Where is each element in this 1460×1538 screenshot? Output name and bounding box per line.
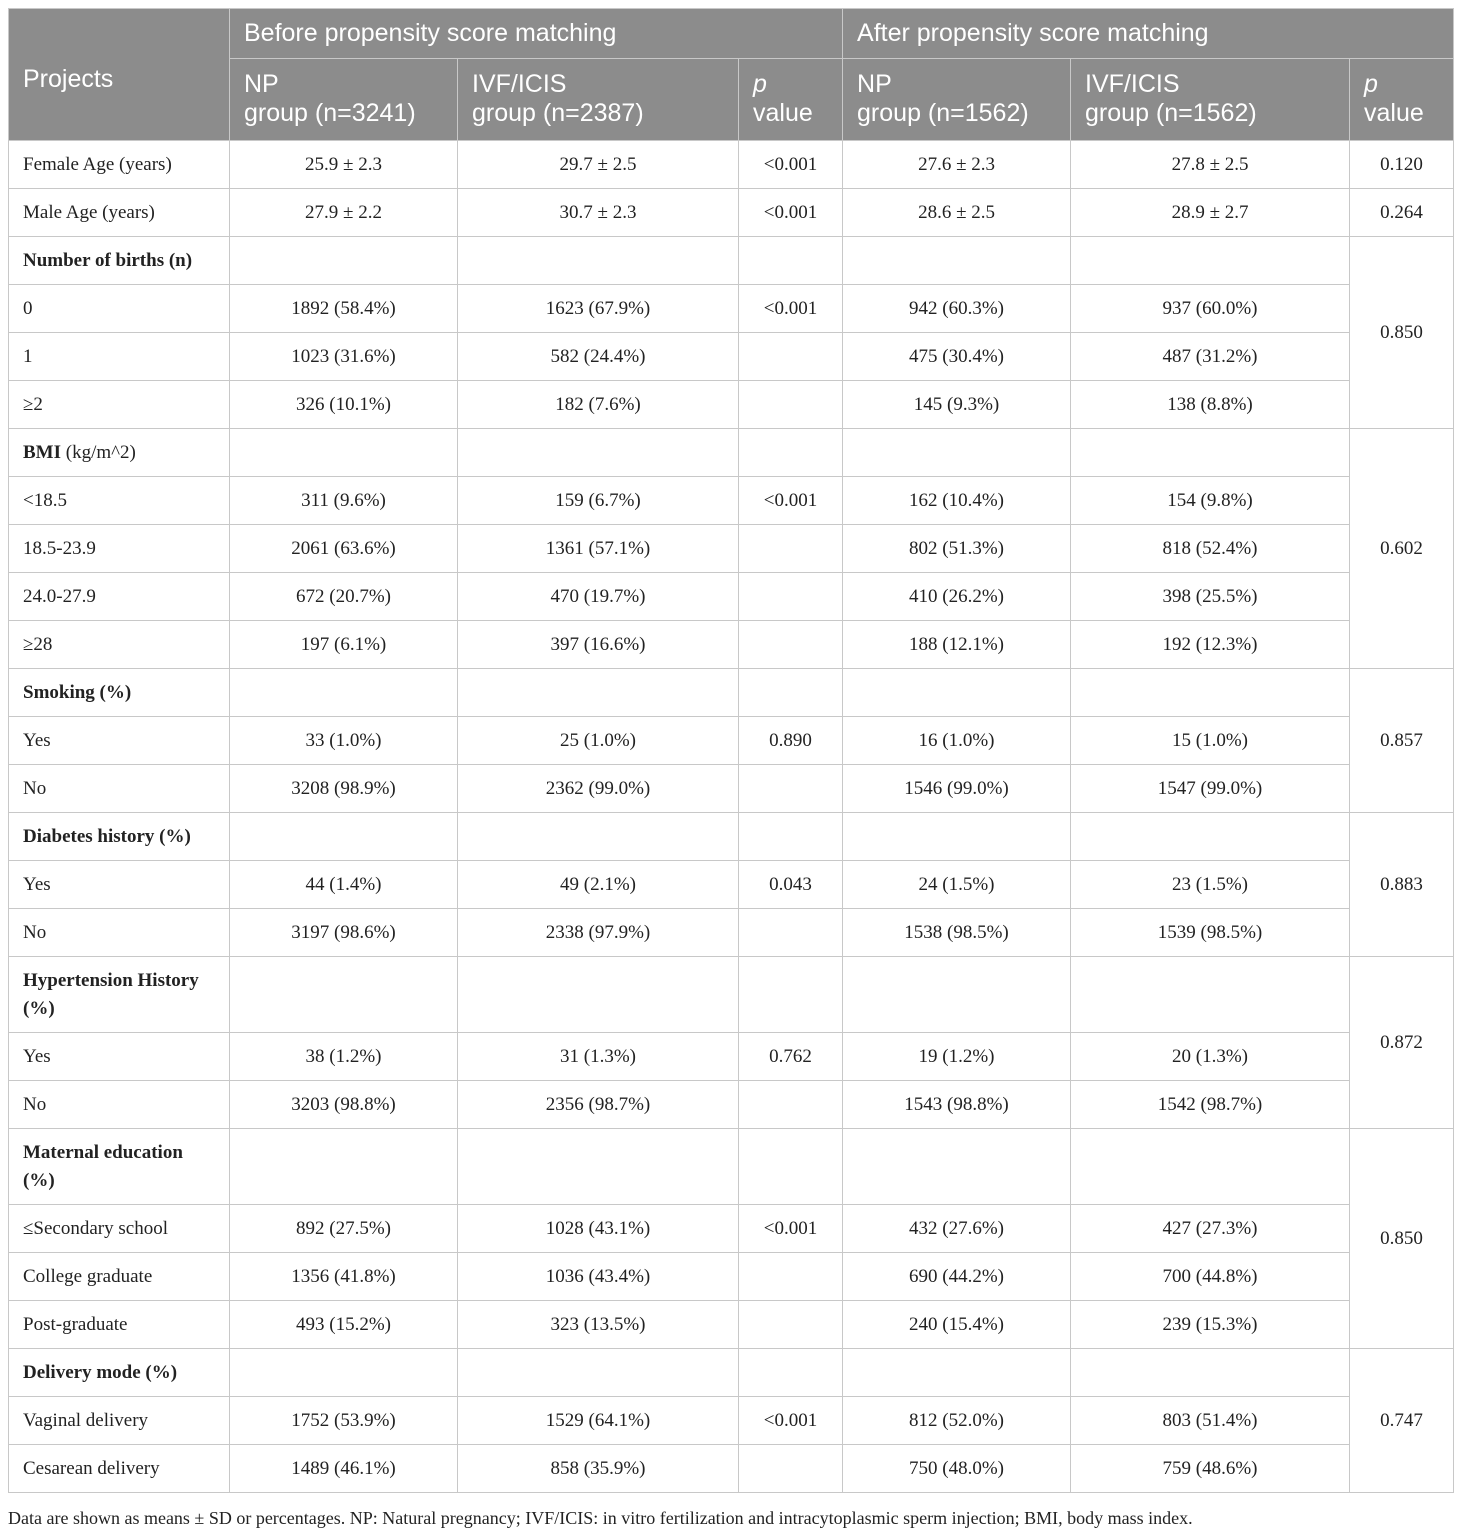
cell-np-after: 802 (51.3%) — [843, 525, 1071, 573]
section-title-text: Number of births (n) — [23, 249, 193, 271]
header-before-matching: Before propensity score matching — [230, 9, 843, 59]
empty-cell — [458, 1129, 739, 1205]
cell-np-after: 942 (60.3%) — [843, 285, 1071, 333]
empty-cell — [458, 237, 739, 285]
cell-ivf-before: 25 (1.0%) — [458, 717, 739, 765]
header-ivf-before-line2: group (n=2387) — [472, 99, 644, 127]
cell-ivf-after: 192 (12.3%) — [1071, 621, 1350, 669]
row-label: 24.0-27.9 — [9, 573, 230, 621]
empty-cell — [1071, 669, 1350, 717]
empty-cell — [458, 957, 739, 1033]
table-row — [9, 765, 1454, 813]
section-row-births — [9, 237, 1454, 285]
cell-ivf-before: 2338 (97.9%) — [458, 909, 739, 957]
header-np-before-line2: group (n=3241) — [244, 99, 416, 127]
cell-ivf-after: 398 (25.5%) — [1071, 573, 1350, 621]
cell-p-before — [739, 1301, 843, 1349]
cell-ivf-before: 858 (35.9%) — [458, 1445, 739, 1493]
row-label: College graduate — [9, 1253, 230, 1301]
header-np-after-line2: group (n=1562) — [857, 99, 1029, 127]
row-label: ≥2 — [9, 381, 230, 429]
empty-cell — [458, 669, 739, 717]
cell-np-before: 1356 (41.8%) — [230, 1253, 458, 1301]
row-label: Yes — [9, 861, 230, 909]
table-row — [9, 333, 1454, 381]
table-row — [9, 525, 1454, 573]
section-title-text: Smoking (%) — [23, 681, 132, 703]
cell-p-after-merged: 0.857 — [1350, 669, 1454, 813]
cell-p-after-merged: 0.883 — [1350, 813, 1454, 957]
empty-cell — [230, 237, 458, 285]
cell-p-before — [739, 525, 843, 573]
section-row-delivery — [9, 1349, 1454, 1397]
header-ivf-after-line1: IVF/ICIS — [1085, 70, 1180, 98]
header-np-before — [230, 59, 458, 141]
cell-np-after: 28.6 ± 2.5 — [843, 189, 1071, 237]
cell-np-after: 1546 (99.0%) — [843, 765, 1071, 813]
section-title — [9, 669, 230, 717]
header-p-before-value: value — [753, 99, 813, 127]
header-ivf-after-line2: group (n=1562) — [1085, 99, 1257, 127]
empty-cell — [1071, 957, 1350, 1033]
row-label: No — [9, 765, 230, 813]
section-title — [9, 429, 230, 477]
cell-p-before — [739, 573, 843, 621]
cell-np-before: 892 (27.5%) — [230, 1205, 458, 1253]
cell-p-before — [739, 1253, 843, 1301]
cell-p-before: <0.001 — [739, 189, 843, 237]
empty-cell — [843, 813, 1071, 861]
table-row — [9, 381, 1454, 429]
header-np-after — [843, 59, 1071, 141]
empty-cell — [1071, 1349, 1350, 1397]
table-row — [9, 909, 1454, 957]
cell-ivf-after: 154 (9.8%) — [1071, 477, 1350, 525]
header-ivf-after — [1071, 59, 1350, 141]
row-label: ≥28 — [9, 621, 230, 669]
cell-ivf-after: 1547 (99.0%) — [1071, 765, 1350, 813]
cell-ivf-before: 470 (19.7%) — [458, 573, 739, 621]
header-p-after — [1350, 59, 1454, 141]
cell-np-after: 475 (30.4%) — [843, 333, 1071, 381]
row-label: Male Age (years) — [9, 189, 230, 237]
row-label: 0 — [9, 285, 230, 333]
table-row — [9, 477, 1454, 525]
cell-ivf-after: 23 (1.5%) — [1071, 861, 1350, 909]
cell-np-before: 25.9 ± 2.3 — [230, 141, 458, 189]
section-row-bmi — [9, 429, 1454, 477]
baseline-characteristics-table — [8, 8, 1454, 1493]
empty-cell — [230, 1129, 458, 1205]
section-title-unit: (kg/m^2) — [61, 441, 136, 463]
cell-p-before: 0.762 — [739, 1033, 843, 1081]
cell-np-before: 44 (1.4%) — [230, 861, 458, 909]
row-label: Female Age (years) — [9, 141, 230, 189]
cell-ivf-before: 397 (16.6%) — [458, 621, 739, 669]
empty-cell — [1071, 429, 1350, 477]
header-row-groups — [9, 9, 1454, 59]
cell-ivf-after: 803 (51.4%) — [1071, 1397, 1350, 1445]
empty-cell — [739, 813, 843, 861]
cell-ivf-before: 29.7 ± 2.5 — [458, 141, 739, 189]
cell-ivf-after: 1542 (98.7%) — [1071, 1081, 1350, 1129]
row-label: Cesarean delivery — [9, 1445, 230, 1493]
cell-p-before: <0.001 — [739, 1205, 843, 1253]
section-row-diabetes — [9, 813, 1454, 861]
row-label: Yes — [9, 717, 230, 765]
cell-np-before: 3208 (98.9%) — [230, 765, 458, 813]
cell-np-before: 3203 (98.8%) — [230, 1081, 458, 1129]
cell-p-before — [739, 621, 843, 669]
empty-cell — [739, 957, 843, 1033]
cell-ivf-after: 818 (52.4%) — [1071, 525, 1350, 573]
cell-np-before: 672 (20.7%) — [230, 573, 458, 621]
row-label: Post-graduate — [9, 1301, 230, 1349]
row-label: 18.5-23.9 — [9, 525, 230, 573]
empty-cell — [843, 1129, 1071, 1205]
table-row — [9, 1205, 1454, 1253]
cell-np-after: 1543 (98.8%) — [843, 1081, 1071, 1129]
header-np-after-line1: NP — [857, 70, 892, 98]
cell-ivf-before: 1623 (67.9%) — [458, 285, 739, 333]
cell-p-before — [739, 909, 843, 957]
cell-np-before: 38 (1.2%) — [230, 1033, 458, 1081]
cell-ivf-before: 2356 (98.7%) — [458, 1081, 739, 1129]
cell-np-after: 240 (15.4%) — [843, 1301, 1071, 1349]
cell-ivf-before: 582 (24.4%) — [458, 333, 739, 381]
header-p-before-italic: p — [753, 70, 767, 98]
row-label: Vaginal delivery — [9, 1397, 230, 1445]
empty-cell — [458, 429, 739, 477]
empty-cell — [1071, 237, 1350, 285]
cell-p-before: <0.001 — [739, 1397, 843, 1445]
section-title-text: Hypertension History (%) — [23, 969, 199, 1019]
section-row-education — [9, 1129, 1454, 1205]
cell-ivf-after: 759 (48.6%) — [1071, 1445, 1350, 1493]
cell-ivf-after: 1539 (98.5%) — [1071, 909, 1350, 957]
cell-np-before: 1892 (58.4%) — [230, 285, 458, 333]
cell-p-after-merged: 0.850 — [1350, 1129, 1454, 1349]
header-p-after-italic: p — [1364, 70, 1378, 98]
cell-p-after-merged: 0.602 — [1350, 429, 1454, 669]
row-label: <18.5 — [9, 477, 230, 525]
cell-np-before: 326 (10.1%) — [230, 381, 458, 429]
empty-cell — [843, 429, 1071, 477]
cell-np-before: 1023 (31.6%) — [230, 333, 458, 381]
empty-cell — [1071, 813, 1350, 861]
empty-cell — [739, 669, 843, 717]
cell-ivf-before: 1036 (43.4%) — [458, 1253, 739, 1301]
row-label: No — [9, 909, 230, 957]
cell-ivf-after: 20 (1.3%) — [1071, 1033, 1350, 1081]
cell-np-before: 2061 (63.6%) — [230, 525, 458, 573]
cell-ivf-before: 159 (6.7%) — [458, 477, 739, 525]
cell-p-after: 0.120 — [1350, 141, 1454, 189]
table-row — [9, 717, 1454, 765]
table-row — [9, 1397, 1454, 1445]
empty-cell — [458, 813, 739, 861]
empty-cell — [739, 429, 843, 477]
cell-ivf-before: 31 (1.3%) — [458, 1033, 739, 1081]
cell-ivf-after: 138 (8.8%) — [1071, 381, 1350, 429]
table-row-female-age — [9, 141, 1454, 189]
table-row-male-age — [9, 189, 1454, 237]
empty-cell — [739, 1349, 843, 1397]
cell-ivf-before: 2362 (99.0%) — [458, 765, 739, 813]
empty-cell — [739, 1129, 843, 1205]
cell-p-before: <0.001 — [739, 141, 843, 189]
table-row — [9, 285, 1454, 333]
empty-cell — [230, 429, 458, 477]
cell-np-before: 27.9 ± 2.2 — [230, 189, 458, 237]
cell-np-before: 33 (1.0%) — [230, 717, 458, 765]
cell-p-after-merged: 0.872 — [1350, 957, 1454, 1129]
cell-np-before: 1489 (46.1%) — [230, 1445, 458, 1493]
cell-np-after: 1538 (98.5%) — [843, 909, 1071, 957]
cell-ivf-after: 28.9 ± 2.7 — [1071, 189, 1350, 237]
cell-ivf-after: 27.8 ± 2.5 — [1071, 141, 1350, 189]
cell-p-before — [739, 765, 843, 813]
cell-np-before: 1752 (53.9%) — [230, 1397, 458, 1445]
section-row-smoking — [9, 669, 1454, 717]
empty-cell — [458, 1349, 739, 1397]
row-label: ≤Secondary school — [9, 1205, 230, 1253]
cell-np-after: 432 (27.6%) — [843, 1205, 1071, 1253]
header-p-after-value: value — [1364, 99, 1424, 127]
empty-cell — [230, 813, 458, 861]
cell-ivf-before: 1361 (57.1%) — [458, 525, 739, 573]
cell-ivf-before: 1529 (64.1%) — [458, 1397, 739, 1445]
cell-ivf-after: 487 (31.2%) — [1071, 333, 1350, 381]
cell-p-before: <0.001 — [739, 285, 843, 333]
cell-ivf-before: 30.7 ± 2.3 — [458, 189, 739, 237]
cell-np-after: 812 (52.0%) — [843, 1397, 1071, 1445]
section-title-text: Diabetes history (%) — [23, 825, 191, 847]
header-after-matching: After propensity score matching — [843, 9, 1454, 59]
header-np-before-line1: NP — [244, 70, 279, 98]
table-row — [9, 1033, 1454, 1081]
empty-cell — [843, 237, 1071, 285]
cell-ivf-before: 323 (13.5%) — [458, 1301, 739, 1349]
empty-cell — [230, 669, 458, 717]
cell-np-after: 188 (12.1%) — [843, 621, 1071, 669]
section-title — [9, 957, 230, 1033]
cell-ivf-before: 49 (2.1%) — [458, 861, 739, 909]
table-row — [9, 573, 1454, 621]
empty-cell — [230, 1349, 458, 1397]
empty-cell — [739, 237, 843, 285]
cell-ivf-before: 182 (7.6%) — [458, 381, 739, 429]
cell-np-after: 16 (1.0%) — [843, 717, 1071, 765]
cell-p-before: 0.043 — [739, 861, 843, 909]
table-row — [9, 621, 1454, 669]
table-row — [9, 861, 1454, 909]
cell-np-after: 24 (1.5%) — [843, 861, 1071, 909]
section-title — [9, 813, 230, 861]
row-label: 1 — [9, 333, 230, 381]
section-title — [9, 1349, 230, 1397]
table-row — [9, 1253, 1454, 1301]
empty-cell — [843, 957, 1071, 1033]
cell-p-after: 0.264 — [1350, 189, 1454, 237]
empty-cell — [1071, 1129, 1350, 1205]
cell-np-after: 145 (9.3%) — [843, 381, 1071, 429]
cell-np-after: 750 (48.0%) — [843, 1445, 1071, 1493]
table-row — [9, 1081, 1454, 1129]
header-ivf-before — [458, 59, 739, 141]
cell-np-before: 493 (15.2%) — [230, 1301, 458, 1349]
section-title — [9, 1129, 230, 1205]
cell-ivf-before: 1028 (43.1%) — [458, 1205, 739, 1253]
cell-np-after: 27.6 ± 2.3 — [843, 141, 1071, 189]
cell-p-before — [739, 381, 843, 429]
cell-np-after: 690 (44.2%) — [843, 1253, 1071, 1301]
cell-ivf-after: 700 (44.8%) — [1071, 1253, 1350, 1301]
cell-p-before — [739, 1445, 843, 1493]
header-projects: Projects — [9, 9, 230, 141]
cell-ivf-after: 239 (15.3%) — [1071, 1301, 1350, 1349]
cell-np-before: 3197 (98.6%) — [230, 909, 458, 957]
cell-ivf-after: 15 (1.0%) — [1071, 717, 1350, 765]
table-footnote: Data are shown as means ± SD or percentages. NP: Natural pregnancy; IVF/ICIS: in vitro fertilization and intracytoplasmic sperm injection; BMI, body mass index. — [8, 1508, 1193, 1528]
cell-ivf-after: 427 (27.3%) — [1071, 1205, 1350, 1253]
row-label: No — [9, 1081, 230, 1129]
header-p-before — [739, 59, 843, 141]
cell-np-after: 19 (1.2%) — [843, 1033, 1071, 1081]
section-title-text: Maternal education (%) — [23, 1141, 183, 1191]
table-row — [9, 1445, 1454, 1493]
cell-p-before — [739, 333, 843, 381]
empty-cell — [843, 669, 1071, 717]
empty-cell — [843, 1349, 1071, 1397]
section-title-text: BMI — [23, 441, 61, 463]
section-title-text: Delivery mode (%) — [23, 1361, 178, 1383]
section-row-hypertension — [9, 957, 1454, 1033]
cell-np-after: 162 (10.4%) — [843, 477, 1071, 525]
section-title — [9, 237, 230, 285]
cell-np-before: 197 (6.1%) — [230, 621, 458, 669]
cell-np-before: 311 (9.6%) — [230, 477, 458, 525]
cell-p-before — [739, 1081, 843, 1129]
row-label: Yes — [9, 1033, 230, 1081]
cell-np-after: 410 (26.2%) — [843, 573, 1071, 621]
empty-cell — [230, 957, 458, 1033]
cell-p-before: 0.890 — [739, 717, 843, 765]
cell-ivf-after: 937 (60.0%) — [1071, 285, 1350, 333]
cell-p-before: <0.001 — [739, 477, 843, 525]
cell-p-after-merged: 0.747 — [1350, 1349, 1454, 1493]
cell-p-after-merged: 0.850 — [1350, 237, 1454, 429]
table-row — [9, 1301, 1454, 1349]
header-ivf-before-line1: IVF/ICIS — [472, 70, 567, 98]
